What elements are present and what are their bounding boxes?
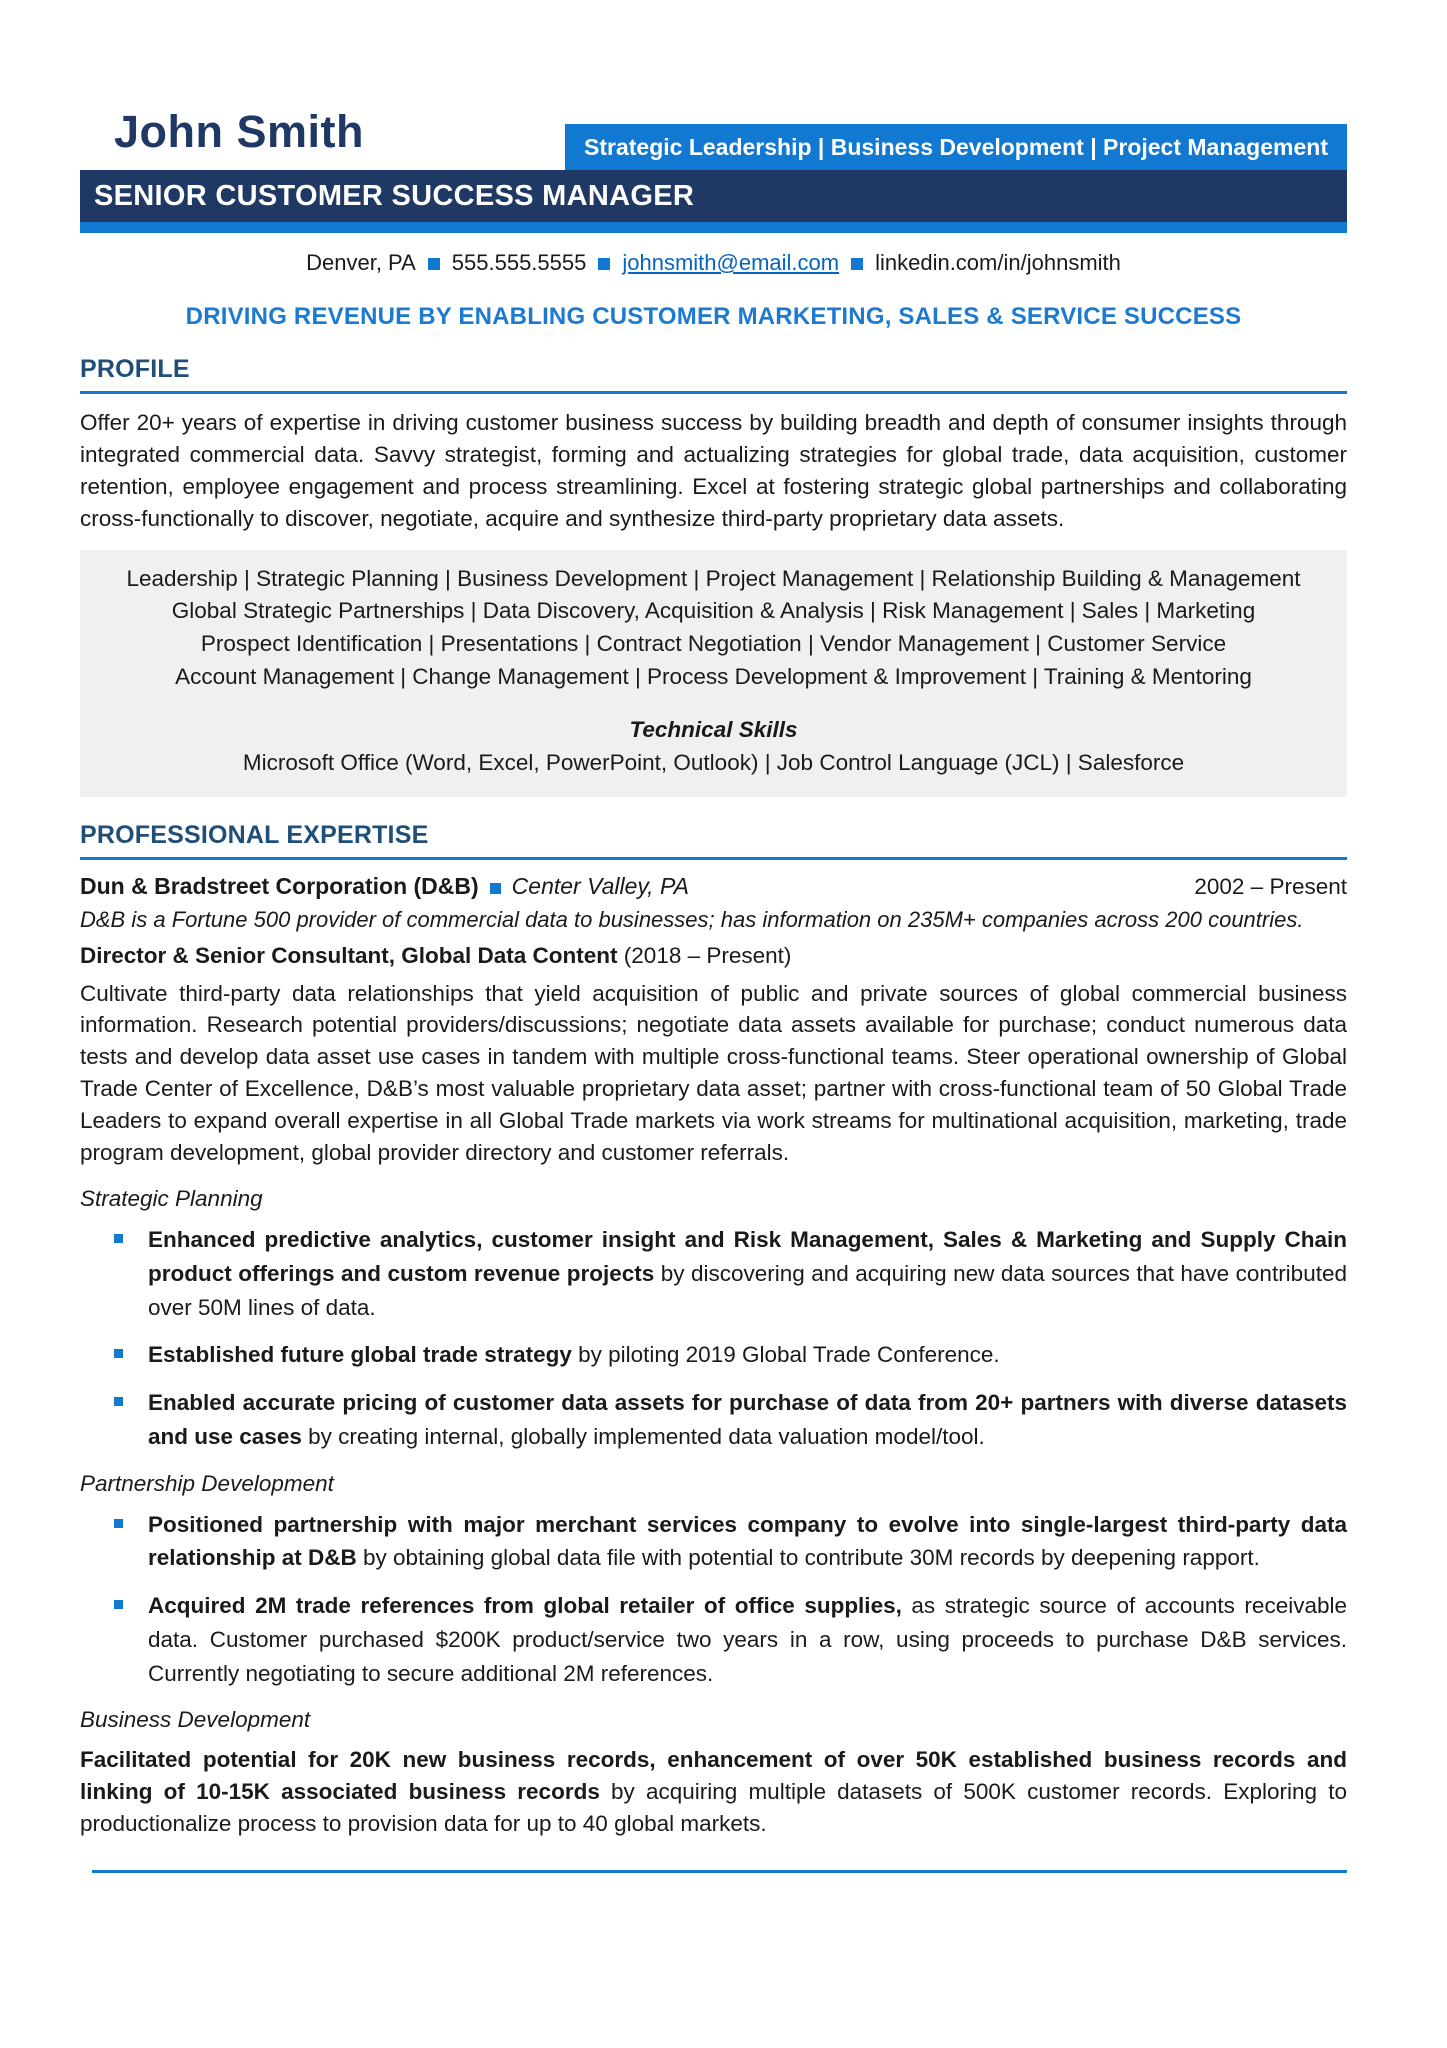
job-title-text: SENIOR CUSTOMER SUCCESS MANAGER <box>94 180 695 212</box>
person-name: John Smith <box>114 106 364 157</box>
skills-line: Prospect Identification | Presentations | Contract Negotiation | Vendor Management | Customer Service <box>200 631 1227 656</box>
contact-location: Denver, PA <box>306 250 416 275</box>
profile-paragraph: Offer 20+ years of expertise in driving customer business success by building breadth and depth of consumer insights through integrated commercial data. Savvy strategist, forming and actualizing strategies for global trade, data acquisition, customer retention, employee engagement and process streamlining. Excel at fostering strategic global partnerships and collaborating cross-functionally to discover, negotiate, acquire and synthesize third-party proprietary data assets. <box>80 410 1347 531</box>
bullet-rest-text: by piloting 2019 Global Trade Conference. <box>571 1342 1000 1368</box>
skills-line: Leadership | Strategic Planning | Business Development | Project Management | Relationship Building & Management <box>126 565 1301 591</box>
role-line <box>80 943 1347 969</box>
contact-phone: 555.555.5555 <box>451 250 587 275</box>
job-title-bar <box>80 170 1347 233</box>
section-heading-profile: PROFILE <box>80 355 1347 394</box>
subheading-partnership-development: Partnership Development <box>80 1470 334 1496</box>
headline: DRIVING REVENUE BY ENABLING CUSTOMER MARKETING, SALES & SERVICE SUCCESS <box>185 303 1242 330</box>
bullet-rest-text: by discovering and acquiring new data sources that have contributed over 50M lines of data. <box>148 1260 1347 1320</box>
bottom-divider <box>92 1870 1347 1873</box>
company-location: Center Valley, PA <box>511 872 689 899</box>
bullet-icon <box>114 1600 123 1609</box>
bullet-rest-text: as strategic source of accounts receivable data. Customer purchased $200K product/service two years in a row, using proceeds to purchase D&B services. Currently negotiating to secure additional 2M references. <box>148 1593 1347 1686</box>
separator-square-icon <box>490 883 501 894</box>
subheading-business-development: Business Development <box>80 1707 311 1733</box>
bullet-item <box>148 1386 1347 1454</box>
bullet-icon <box>114 1349 123 1358</box>
bullet-item <box>148 1338 1347 1372</box>
company-note: D&B is a Fortune 500 provider of commercial data to businesses; has information on 235M+ companies across 200 countries. <box>80 906 1304 932</box>
paragraph-bold-text: Facilitated potential for 20K new business records, enhancement of over 50K established business records and linking of 10-15K associated business records <box>80 1747 1347 1805</box>
contact-linkedin: linkedin.com/in/johnsmith <box>875 250 1121 275</box>
bullet-item <box>148 1508 1347 1576</box>
bullet-bold-text: Enabled accurate pricing of customer data assets for purchase of data from 20+ partners with diverse datasets and use cases <box>148 1390 1347 1449</box>
role-dates: (2018 – Present) <box>617 942 792 968</box>
skills-line: Global Strategic Partnerships | Data Discovery, Acquisition & Analysis | Risk Management | Sales | Marketing <box>171 598 1256 624</box>
bullet-icon <box>114 1519 123 1528</box>
role-title: Director & Senior Consultant, Global Data Content <box>80 942 618 968</box>
company-dates: 2002 – Present <box>1194 873 1347 899</box>
bullet-item <box>148 1223 1347 1324</box>
role-summary: Cultivate third-party data relationships that yield acquisition of public and private sources of global commercial business information. Research potential providers/discussions; negotiate data assets available for purchase; conduct numerous data tests and develop data asset use cases in tandem with multiple cross-functional teams. Steer operational ownership of Global Trade Center of Excellence, D&B’s most valuable proprietary data asset; partner with cross-functional team of 50 Global Trade Leaders to expand overall expertise in all Global Trade markets via work streams for multinational acquisition, marketing, trade program development, global provider directory and customer referrals. <box>80 980 1347 1166</box>
bullet-bold-text: Enhanced predictive analytics, customer insight and Risk Management, Sales & Marketing and Supply Chain product offerings and custom revenue projects <box>148 1227 1347 1286</box>
email-link[interactable]: johnsmith@email.com <box>622 250 840 275</box>
skills-ribbon-text: Strategic Leadership | Business Development | Project Management <box>584 133 1328 160</box>
separator-square-icon <box>428 258 440 270</box>
section-heading-expertise: PROFESSIONAL EXPERTISE <box>80 821 1347 860</box>
bullet-icon <box>114 1397 123 1406</box>
header <box>80 94 1347 170</box>
separator-square-icon <box>598 258 610 270</box>
paragraph-rest-text: by acquiring multiple datasets of 500K customer records. Exploring to productionalize process to provision data for up to 40 global markets. <box>80 1779 1347 1837</box>
company-row <box>80 873 1347 900</box>
business-development-paragraph <box>80 1744 1347 1840</box>
technical-skills-heading: Technical Skills <box>629 717 798 743</box>
bullet-item <box>148 1589 1347 1690</box>
technical-skills-line: Microsoft Office (Word, Excel, PowerPoint, Outlook) | Job Control Language (JCL) | Salesforce <box>242 749 1185 775</box>
bullet-bold-text: Acquired 2M trade references from global retailer of office supplies, <box>148 1593 902 1619</box>
skills-box <box>80 550 1347 797</box>
bullet-bold-text: Established future global trade strategy <box>148 1342 572 1368</box>
subheading-strategic-planning: Strategic Planning <box>80 1186 263 1212</box>
bullet-icon <box>114 1234 123 1243</box>
contact-line <box>80 250 1347 276</box>
bullet-rest-text: by obtaining global data file with potential to contribute 30M records by deepening rapport. <box>356 1545 1260 1571</box>
bullet-rest-text: by creating internal, globally implemented data valuation model/tool. <box>301 1423 985 1449</box>
company-name: Dun & Bradstreet Corporation (D&B) <box>80 872 479 899</box>
skills-line: Account Management | Change Management | Process Development & Improvement | Training & Mentoring <box>175 663 1252 689</box>
skills-ribbon <box>565 124 1347 170</box>
bullet-bold-text: Positioned partnership with major merchant services company to evolve into single-largest third-party data relationship at D&B <box>148 1511 1347 1571</box>
separator-square-icon <box>851 258 863 270</box>
